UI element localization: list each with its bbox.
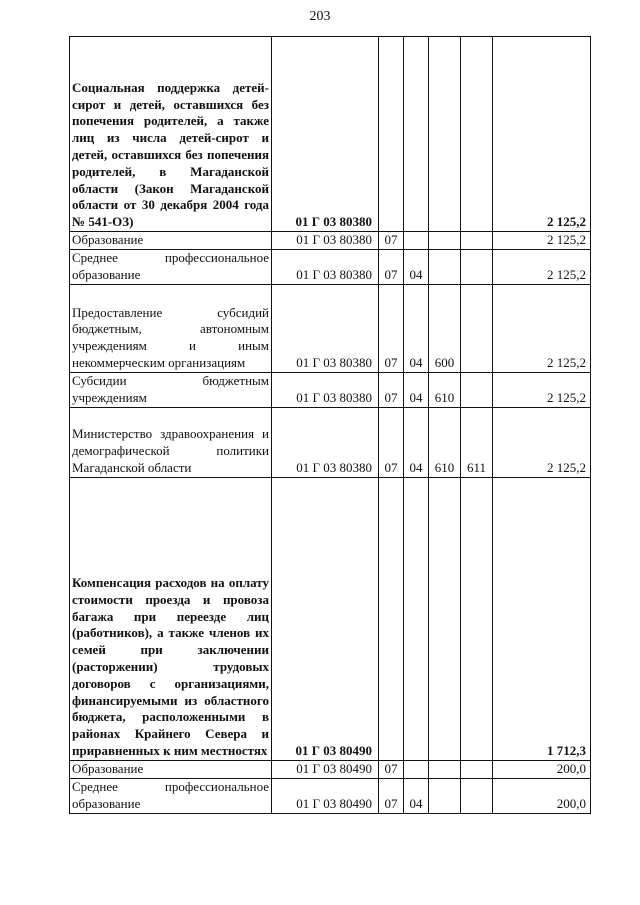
row-name: Компенсация расходов на оплату стоимости проезда и провоза багажа при переезде лиц (работников), а также членов их семей при заключении (расторжении) трудовых договоров с организациями, финансируемыми из областного бюджета, расположенными в районах Крайнего Севера и приравненных к ним местностях (70, 477, 272, 760)
row-code: 01 Г 03 80380 (272, 407, 379, 477)
row-expense-type: 600 (429, 284, 461, 372)
row-expense-subtype (461, 284, 493, 372)
row-subsection (404, 760, 429, 778)
row-amount: 200,0 (493, 760, 591, 778)
row-expense-subtype (461, 372, 493, 407)
row-code: 01 Г 03 80380 (272, 284, 379, 372)
row-expense-type (429, 37, 461, 232)
row-amount: 2 125,2 (493, 37, 591, 232)
row-subsection: 04 (404, 778, 429, 813)
row-subsection: 04 (404, 372, 429, 407)
row-expense-subtype (461, 232, 493, 250)
page-number: 203 (309, 9, 331, 24)
row-expense-type (429, 232, 461, 250)
table-row (70, 760, 591, 778)
row-name: Образование (70, 232, 272, 250)
budget-table (69, 36, 591, 814)
row-code: 01 Г 03 80380 (272, 37, 379, 232)
table-row (70, 249, 591, 284)
row-code: 01 Г 03 80490 (272, 778, 379, 813)
row-section: 07 (379, 249, 404, 284)
row-expense-subtype (461, 778, 493, 813)
row-expense-subtype (461, 249, 493, 284)
table-row (70, 407, 591, 477)
table-row (70, 372, 591, 407)
table-row (70, 284, 591, 372)
row-expense-type (429, 249, 461, 284)
row-subsection: 04 (404, 407, 429, 477)
row-amount: 2 125,2 (493, 372, 591, 407)
row-expense-subtype (461, 37, 493, 232)
table-row (70, 477, 591, 760)
row-name: Субсидии бюджетным учреждениям (70, 372, 272, 407)
row-name: Среднее профессиональное образование (70, 778, 272, 813)
table-row (70, 232, 591, 250)
row-subsection (404, 232, 429, 250)
row-name: Предоставление субсидий бюджетным, автономным учреждениям и иным некоммерческим организациям (70, 284, 272, 372)
row-amount: 2 125,2 (493, 284, 591, 372)
row-expense-type (429, 760, 461, 778)
row-subsection (404, 477, 429, 760)
row-subsection: 04 (404, 284, 429, 372)
row-section: 07 (379, 284, 404, 372)
row-amount: 2 125,2 (493, 407, 591, 477)
row-code: 01 Г 03 80380 (272, 372, 379, 407)
row-code: 01 Г 03 80380 (272, 249, 379, 284)
row-section: 07 (379, 232, 404, 250)
row-section: 07 (379, 407, 404, 477)
row-subsection: 04 (404, 249, 429, 284)
row-section (379, 37, 404, 232)
row-code: 01 Г 03 80380 (272, 232, 379, 250)
row-code: 01 Г 03 80490 (272, 477, 379, 760)
row-expense-subtype (461, 477, 493, 760)
row-subsection (404, 37, 429, 232)
row-section: 07 (379, 372, 404, 407)
row-name: Социальная поддержка детей-сирот и детей, оставшихся без попечения родителей, а также лиц из числа детей-сирот и детей, оставшихся без попечения родителей, в Магаданской области (Закон Магаданской области от 30 декабря 2004 года № 541-ОЗ) (70, 37, 272, 232)
row-expense-subtype (461, 760, 493, 778)
row-expense-type: 610 (429, 372, 461, 407)
row-amount: 1 712,3 (493, 477, 591, 760)
row-name: Министерство здравоохранения и демографической политики Магаданской области (70, 407, 272, 477)
row-section: 07 (379, 760, 404, 778)
row-expense-type (429, 477, 461, 760)
row-expense-type (429, 778, 461, 813)
row-code: 01 Г 03 80490 (272, 760, 379, 778)
row-name: Среднее профессиональное образование (70, 249, 272, 284)
row-section: 07 (379, 778, 404, 813)
row-expense-subtype: 611 (461, 407, 493, 477)
row-amount: 200,0 (493, 778, 591, 813)
row-amount: 2 125,2 (493, 232, 591, 250)
table-row (70, 778, 591, 813)
row-expense-type: 610 (429, 407, 461, 477)
row-amount: 2 125,2 (493, 249, 591, 284)
row-name: Образование (70, 760, 272, 778)
table-row (70, 37, 591, 232)
row-section (379, 477, 404, 760)
